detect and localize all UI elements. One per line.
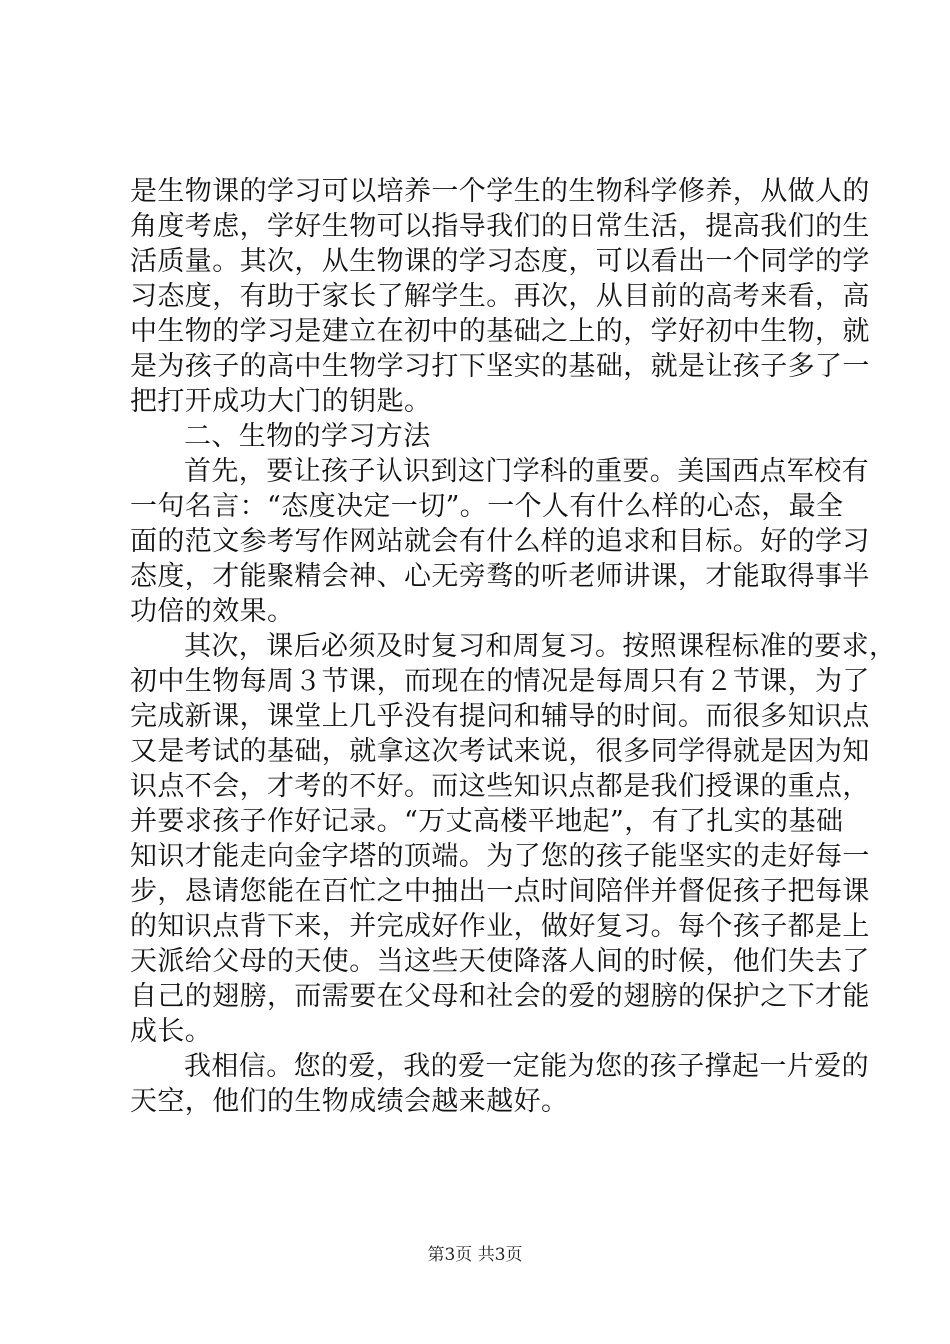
paragraph-line: 初中生物每周３节课，而现在的情况是每周只有２节课，为了 [130, 666, 870, 697]
paragraph-line: 功倍的效果。 [130, 596, 295, 627]
paragraph-line: 知识才能走向金字塔的顶端。为了您的孩子能坚实的走好每一 [130, 841, 870, 872]
document-body [130, 174, 897, 1119]
paragraph-line: 其次，课后必须及时复习和周复习。按照课程标准的要求， [184, 631, 897, 662]
paragraph-line: 又是考试的基础，就拿这次考试来说，很多同学得就是因为知 [130, 736, 870, 767]
paragraph-line: 成长。 [130, 1016, 213, 1047]
paragraph-line: 中生物的学习是建立在初中的基础之上的，学好初中生物，就 [130, 316, 870, 347]
paragraph-line: 是为孩子的高中生物学习打下坚实的基础，就是让孩子多了一 [130, 351, 870, 382]
paragraph-line: 习态度，有助于家长了解学生。再次，从目前的高考来看，高 [130, 281, 870, 312]
paragraph-line: 自己的翅膀，而需要在父母和社会的爱的翅膀的保护之下才能 [130, 981, 870, 1012]
paragraph-line: 步，恳请您能在百忙之中抽出一点时间陪伴并督促孩子把每课 [130, 876, 870, 907]
paragraph-line: 识点不会，才考的不好。而这些知识点都是我们授课的重点， [130, 771, 870, 802]
paragraph-line: 完成新课，课堂上几乎没有提问和辅导的时间。而很多知识点 [130, 701, 870, 732]
paragraph-line: 把打开成功大门的钥匙。 [130, 386, 432, 417]
section-heading: 二、生物的学习方法 [184, 421, 431, 452]
paragraph-line: 天空，他们的生物成绩会越来越好。 [130, 1086, 569, 1117]
paragraph-line: 是生物课的学习可以培养一个学生的生物科学修养，从做人的 [130, 176, 870, 207]
paragraph-line: 角度考虑，学好生物可以指导我们的日常生活，提高我们的生 [130, 211, 870, 242]
paragraph-line: 一句名言：“态度决定一切”。一个人有什么样的心态，最全 [130, 491, 844, 522]
paragraph-line: 的知识点背下来，并完成好作业，做好复习。每个孩子都是上 [130, 911, 870, 942]
paragraph-line: 面的范文参考写作网站就会有什么样的追求和目标。好的学习 [130, 526, 870, 557]
paragraph-line: 我相信。您的爱，我的爱一定能为您的孩子撑起一片爱的 [184, 1051, 869, 1082]
paragraph-line: 首先，要让孩子认识到这门学科的重要。美国西点军校有 [184, 456, 869, 487]
paragraph-line: 并要求孩子作好记录。“万丈高楼平地起”，有了扎实的基础 [130, 806, 844, 837]
paragraph-line: 态度，才能聚精会神、心无旁骛的听老师讲课，才能取得事半 [130, 561, 870, 592]
paragraph-line: 活质量。其次，从生物课的学习态度，可以看出一个同学的学 [130, 246, 870, 277]
paragraph-line: 天派给父母的天使。当这些天使降落人间的时候，他们失去了 [130, 946, 870, 977]
page-number-footer: 第3页 共3页 [427, 1245, 523, 1265]
